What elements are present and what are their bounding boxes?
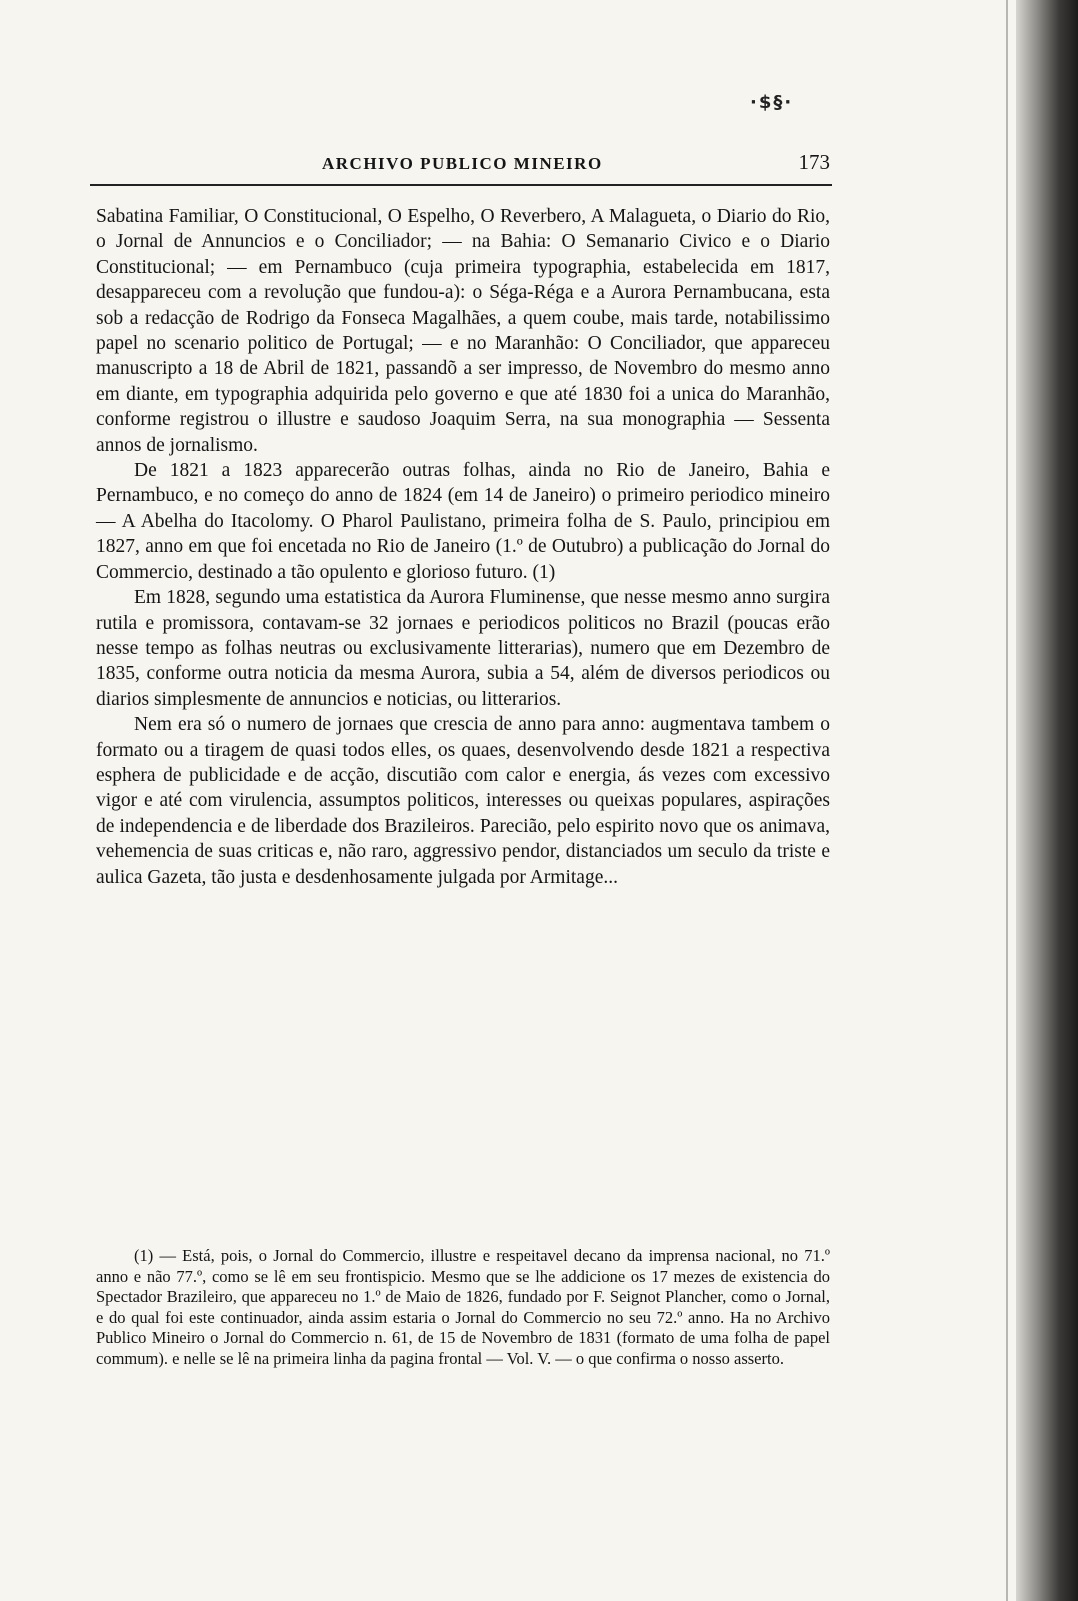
paragraph-2: De 1821 a 1823 apparecerão outras folhas, ainda no Rio de Janeiro, Bahia e Pernambuco, e no começo do anno de 1824 (em 14 de Janeiro) o primeiro periodico mineiro — A Abelha do Itacolomy. O Pharol Paulistano, primeira folha de S. Paulo, principiou em 1827, anno em que foi encetada no Rio de Janeiro (1.º de Outubro) a publicação do Jornal do Commercio, destinado a tão opulento e glorioso futuro. (1): [96, 460, 830, 583]
running-head: ARCHIVO PUBLICO MINEIRO: [322, 154, 603, 173]
library-stamp: ·$§·: [750, 92, 794, 113]
book-binding-shadow: [1016, 0, 1078, 1601]
page-header: [96, 150, 830, 180]
paragraph-4: Nem era só o numero de jornaes que crescia de anno para anno: augmentava tambem o formato ou a tiragem de quasi todos elles, os quaes, desenvolvendo desde 1821 a respectiva esphera de publicidade e de acção, discutião com calor e energia, ás vezes com excessivo vigor e até com virulencia, assumptos politicos, interesses ou queixas populares, aspirações de independencia e de liberdade dos Brazileiros. Parecião, pelo espirito novo que os animava, vehemencia de suas criticas e, não raro, aggressivo pendor, distanciados um seculo da triste e aulica Gazeta, tão justa e desdenhosamente julgada por Armitage...: [96, 714, 830, 888]
footnote-1: (1) — Está, pois, o Jornal do Commercio, illustre e respeitavel decano da imprensa nacional, no 71.º anno e não 77.º, como se lê em seu frontispicio. Mesmo que se lhe addicione os 17 mezes de existencia do Spectador Brazileiro, que appareceu no 1.º de Maio de 1826, fundado por F. Seignot Plancher, como o Jornal, e do qual foi este continuador, ainda assim estaria o Jornal do Commercio no seu 72.º anno. Ha no Archivo Publico Mineiro o Jornal do Commercio n. 61, de 15 de Novembro de 1831 (formato de uma folha de papel commum). e nelle se lê na primeira linha da pagina frontal — Vol. V. — o que confirma o nosso asserto.: [96, 1246, 830, 1368]
page-gutter-line: [1006, 0, 1008, 1601]
paragraph-3: Em 1828, segundo uma estatistica da Aurora Fluminense, que nesse mesmo anno surgira rutila e promissora, contavam-se 32 jornaes e periodicos politicos no Brazil (poucas erão nesse tempo as folhas neutras ou exclusivamente litterarias), numero que em Dezembro de 1835, conforme outra noticia da mesma Aurora, subia a 54, além de diversos periodicos ou diarios simplesmente de annuncios e noticias, ou litterarios.: [96, 587, 830, 710]
footnotes: [96, 1246, 830, 1370]
page-number: 173: [798, 150, 830, 174]
body-text: [96, 204, 830, 890]
header-rule: [90, 184, 832, 186]
paragraph-1: Sabatina Familiar, O Constitucional, O Espelho, O Reverbero, A Malagueta, o Diario do Rio, o Jornal de Annuncios e o Conciliador; — na Bahia: O Semanario Civico e o Diario Constitucional; — em Pernambuco (cuja primeira typographia, estabelecida em 1817, desappareceu com a revolução que fundou-a): o Séga-Réga e a Aurora Pernambucana, esta sob a redacção de Rodrigo da Fonseca Magalhães, a quem coube, mais tarde, notabilissimo papel no scenario politico de Portugal; — e no Maranhão: O Conciliador, que appareceu manuscripto a 18 de Abril de 1821, passandõ a ser impresso, de Novembro do mesmo anno em diante, em typographia adquirida pelo governo e que até 1830 foi a unica do Maranhão, conforme registrou o illustre e saudoso Joaquim Serra, na sua monographia — Sessenta annos de jornalismo.: [96, 206, 830, 456]
